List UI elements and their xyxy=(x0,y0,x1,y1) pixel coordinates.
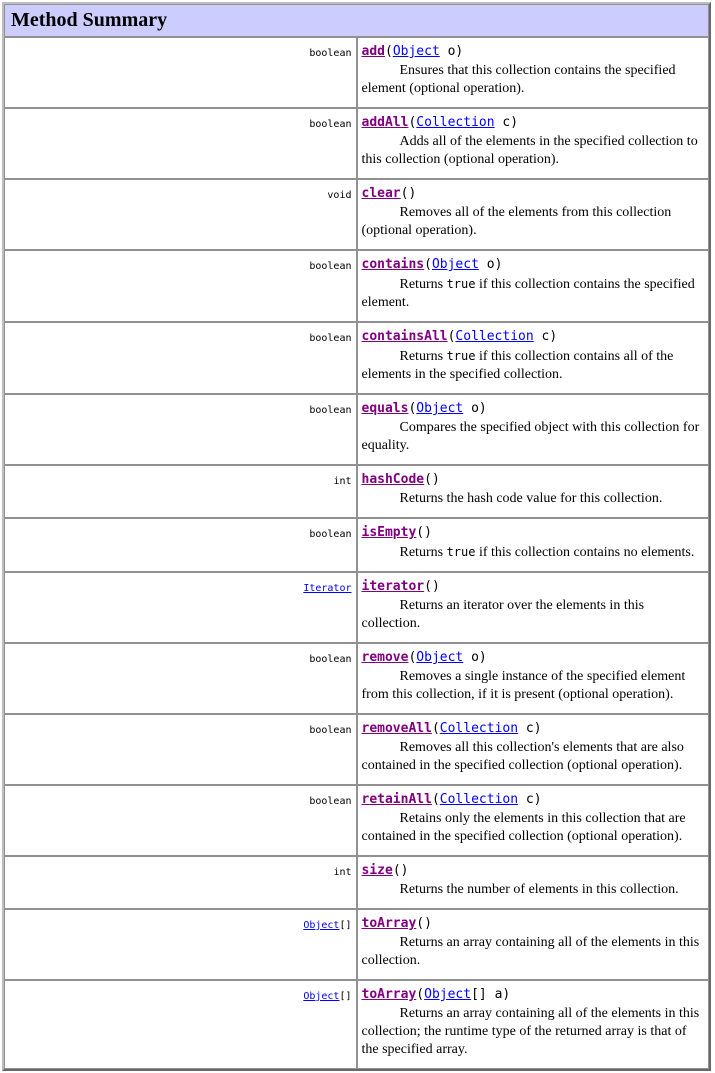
method-signature xyxy=(362,987,511,1002)
description-text: Returns xyxy=(399,349,447,364)
table-row xyxy=(4,322,709,394)
return-type xyxy=(303,583,351,594)
method-signature xyxy=(362,792,542,807)
method-description xyxy=(362,1005,704,1059)
signature-text: () xyxy=(416,916,432,931)
method-description xyxy=(362,419,704,455)
return-type xyxy=(309,119,351,130)
table-row xyxy=(4,856,709,909)
description-code-text: true xyxy=(446,277,476,291)
return-type xyxy=(309,333,351,344)
table-row xyxy=(4,465,709,518)
param-class-link[interactable]: Collection xyxy=(439,792,519,807)
signature-text: () xyxy=(400,186,417,201)
return-type-text: boolean xyxy=(309,654,352,665)
method-name-link[interactable]: removeAll xyxy=(361,721,432,736)
return-type-cell xyxy=(4,909,357,980)
signature-text: ( xyxy=(384,44,393,59)
method-name-link[interactable]: isEmpty xyxy=(361,525,417,540)
description-text: Returns the hash code value for this collection. xyxy=(399,491,663,506)
return-type-text: void xyxy=(327,190,352,201)
signature-text: () xyxy=(416,525,432,540)
table-row xyxy=(4,394,709,465)
method-cell xyxy=(357,643,710,714)
method-signature xyxy=(362,650,487,665)
param-class-link[interactable]: Object xyxy=(416,650,464,665)
method-cell xyxy=(357,572,710,643)
param-class-link[interactable]: Collection xyxy=(416,115,495,130)
return-type-cell xyxy=(4,572,357,643)
method-cell xyxy=(357,465,710,518)
method-signature xyxy=(362,863,409,878)
method-description xyxy=(362,881,704,899)
signature-text: o) xyxy=(478,257,503,272)
method-signature xyxy=(362,579,440,594)
method-cell xyxy=(357,250,710,322)
signature-text: c) xyxy=(494,115,519,130)
method-summary-title: Method Summary xyxy=(4,4,709,37)
return-type-cell xyxy=(4,714,357,785)
return-type-text: boolean xyxy=(309,796,352,807)
method-table-body xyxy=(4,37,709,1069)
method-name-link[interactable]: retainAll xyxy=(361,792,432,807)
method-description xyxy=(362,347,704,384)
method-cell xyxy=(357,518,710,572)
param-class-link[interactable]: Object xyxy=(416,401,464,416)
signature-text: ( xyxy=(416,987,425,1002)
method-signature xyxy=(362,916,432,931)
return-type-cell xyxy=(4,980,357,1069)
return-type-text: boolean xyxy=(309,261,352,272)
signature-text: c) xyxy=(518,792,542,807)
description-text: Compares the specified object with this collection for equality. xyxy=(361,420,700,453)
table-row xyxy=(4,572,709,643)
return-type xyxy=(309,261,351,272)
table-row xyxy=(4,179,709,250)
table-row xyxy=(4,980,709,1069)
return-type-text: [] xyxy=(339,991,352,1002)
return-type xyxy=(333,476,351,487)
method-name-link[interactable]: containsAll xyxy=(361,329,448,344)
return-type-link[interactable]: Object xyxy=(303,991,340,1002)
description-text: Returns an array containing all of the elements in this collection. xyxy=(361,935,700,968)
method-name-link[interactable]: toArray xyxy=(361,916,417,931)
signature-text: o) xyxy=(463,650,487,665)
description-text: if this collection contains the specified element. xyxy=(361,277,695,310)
table-row xyxy=(4,714,709,785)
method-name-link[interactable]: equals xyxy=(361,401,409,416)
signature-text: c) xyxy=(518,721,542,736)
header-row xyxy=(4,4,709,37)
signature-text: ( xyxy=(431,792,440,807)
param-class-link[interactable]: Object xyxy=(424,987,472,1002)
method-description xyxy=(362,275,704,312)
return-type-cell xyxy=(4,785,357,856)
signature-text: () xyxy=(392,863,409,878)
signature-text: ( xyxy=(408,650,417,665)
description-text: if this collection contains no elements. xyxy=(475,545,695,560)
description-text: if this collection contains all of the elements in the specified collection. xyxy=(361,349,674,382)
return-type-cell xyxy=(4,322,357,394)
method-cell xyxy=(357,37,710,108)
method-signature xyxy=(362,721,542,736)
signature-text: c) xyxy=(533,329,558,344)
table-row xyxy=(4,250,709,322)
return-type-link[interactable]: Object xyxy=(303,920,340,931)
signature-text: ( xyxy=(408,401,417,416)
description-text: Returns an array containing all of the elements in this collection; the runtime type of the returned array is that of the specified array. xyxy=(361,1006,700,1057)
table-row xyxy=(4,785,709,856)
method-cell xyxy=(357,980,710,1069)
signature-text: ( xyxy=(431,721,440,736)
description-text: Returns xyxy=(399,277,447,292)
return-type-cell xyxy=(4,108,357,179)
signature-text: ( xyxy=(447,329,456,344)
signature-text: o) xyxy=(463,401,487,416)
return-type-text: [] xyxy=(339,920,352,931)
description-text: Returns the number of elements in this collection. xyxy=(399,882,679,897)
description-code-text: true xyxy=(446,349,476,363)
method-description xyxy=(362,204,704,240)
method-description xyxy=(362,810,704,846)
method-cell xyxy=(357,909,710,980)
method-name-link[interactable]: toArray xyxy=(361,987,417,1002)
return-type-cell xyxy=(4,518,357,572)
return-type-text: boolean xyxy=(309,48,352,59)
return-type xyxy=(309,654,351,665)
description-text: Removes all of the elements from this collection (optional operation). xyxy=(361,205,672,238)
method-signature xyxy=(362,329,558,344)
method-name-link[interactable]: remove xyxy=(361,650,409,665)
return-type-cell xyxy=(4,179,357,250)
method-cell xyxy=(357,108,710,179)
return-type-cell xyxy=(4,643,357,714)
return-type-text: boolean xyxy=(309,529,352,540)
method-signature xyxy=(362,44,464,59)
method-name-link[interactable]: contains xyxy=(361,257,425,272)
return-type xyxy=(309,529,351,540)
method-description xyxy=(362,934,704,970)
method-signature xyxy=(362,186,417,201)
description-text: Removes all this collection's elements that are also contained in the specified collection (optional operation). xyxy=(361,740,684,773)
method-cell xyxy=(357,714,710,785)
method-name-link[interactable]: clear xyxy=(361,186,401,201)
description-text: Returns xyxy=(399,545,447,560)
return-type-text: boolean xyxy=(309,405,352,416)
method-signature xyxy=(362,472,440,487)
return-type xyxy=(303,920,351,931)
table-row xyxy=(4,518,709,572)
method-signature xyxy=(362,257,503,272)
signature-text: ( xyxy=(424,257,432,272)
table-row xyxy=(4,643,709,714)
method-description xyxy=(362,597,704,633)
description-text: Ensures that this collection contains the specified element (optional operation). xyxy=(361,63,676,96)
table-row xyxy=(4,909,709,980)
return-type-cell xyxy=(4,250,357,322)
description-code-text: true xyxy=(446,545,476,559)
return-type-text: boolean xyxy=(309,725,352,736)
method-description xyxy=(362,739,704,775)
method-description xyxy=(362,668,704,704)
method-description xyxy=(362,62,704,98)
description-text: Returns an iterator over the elements in this collection. xyxy=(361,598,645,631)
return-type-text: int xyxy=(333,867,352,878)
return-type xyxy=(303,991,351,1002)
return-type-text: boolean xyxy=(309,333,352,344)
return-type xyxy=(309,405,351,416)
method-signature xyxy=(362,401,487,416)
return-type-text: int xyxy=(333,476,352,487)
method-description xyxy=(362,490,704,508)
return-type xyxy=(327,190,351,201)
method-name-link[interactable]: hashCode xyxy=(361,472,425,487)
return-type-text: boolean xyxy=(309,119,352,130)
param-class-link[interactable]: Collection xyxy=(455,329,534,344)
method-cell xyxy=(357,785,710,856)
table-row xyxy=(4,108,709,179)
method-description xyxy=(362,543,704,562)
method-cell xyxy=(357,179,710,250)
description-text: Removes a single instance of the specified element from this collection, if it is present (optional operation). xyxy=(361,669,686,702)
method-name-link[interactable]: add xyxy=(361,44,385,59)
method-description xyxy=(362,133,704,169)
return-type-cell xyxy=(4,394,357,465)
signature-text: () xyxy=(424,579,440,594)
return-type xyxy=(309,796,351,807)
table-row xyxy=(4,37,709,108)
signature-text: [] a) xyxy=(471,987,511,1002)
method-name-link[interactable]: size xyxy=(361,863,393,878)
method-name-link[interactable]: iterator xyxy=(361,579,425,594)
param-class-link[interactable]: Object xyxy=(392,44,440,59)
method-signature xyxy=(362,115,519,130)
method-cell xyxy=(357,322,710,394)
return-type-cell xyxy=(4,465,357,518)
return-type-cell xyxy=(4,37,357,108)
signature-text: o) xyxy=(439,44,464,59)
param-class-link[interactable]: Object xyxy=(431,257,479,272)
method-cell xyxy=(357,856,710,909)
description-text: Retains only the elements in this collection that are contained in the specified collection (optional operation). xyxy=(361,811,686,844)
signature-text: () xyxy=(424,472,440,487)
return-type xyxy=(309,725,351,736)
return-type xyxy=(309,48,351,59)
description-text: Adds all of the elements in the specified collection to this collection (optional operation). xyxy=(361,134,698,167)
signature-text: ( xyxy=(408,115,417,130)
method-signature xyxy=(362,525,432,540)
return-type xyxy=(333,867,351,878)
method-summary-table xyxy=(2,2,711,1071)
return-type-cell xyxy=(4,856,357,909)
method-name-link[interactable]: addAll xyxy=(361,115,409,130)
param-class-link[interactable]: Collection xyxy=(439,721,519,736)
method-cell xyxy=(357,394,710,465)
return-type-link[interactable]: Iterator xyxy=(303,583,352,594)
